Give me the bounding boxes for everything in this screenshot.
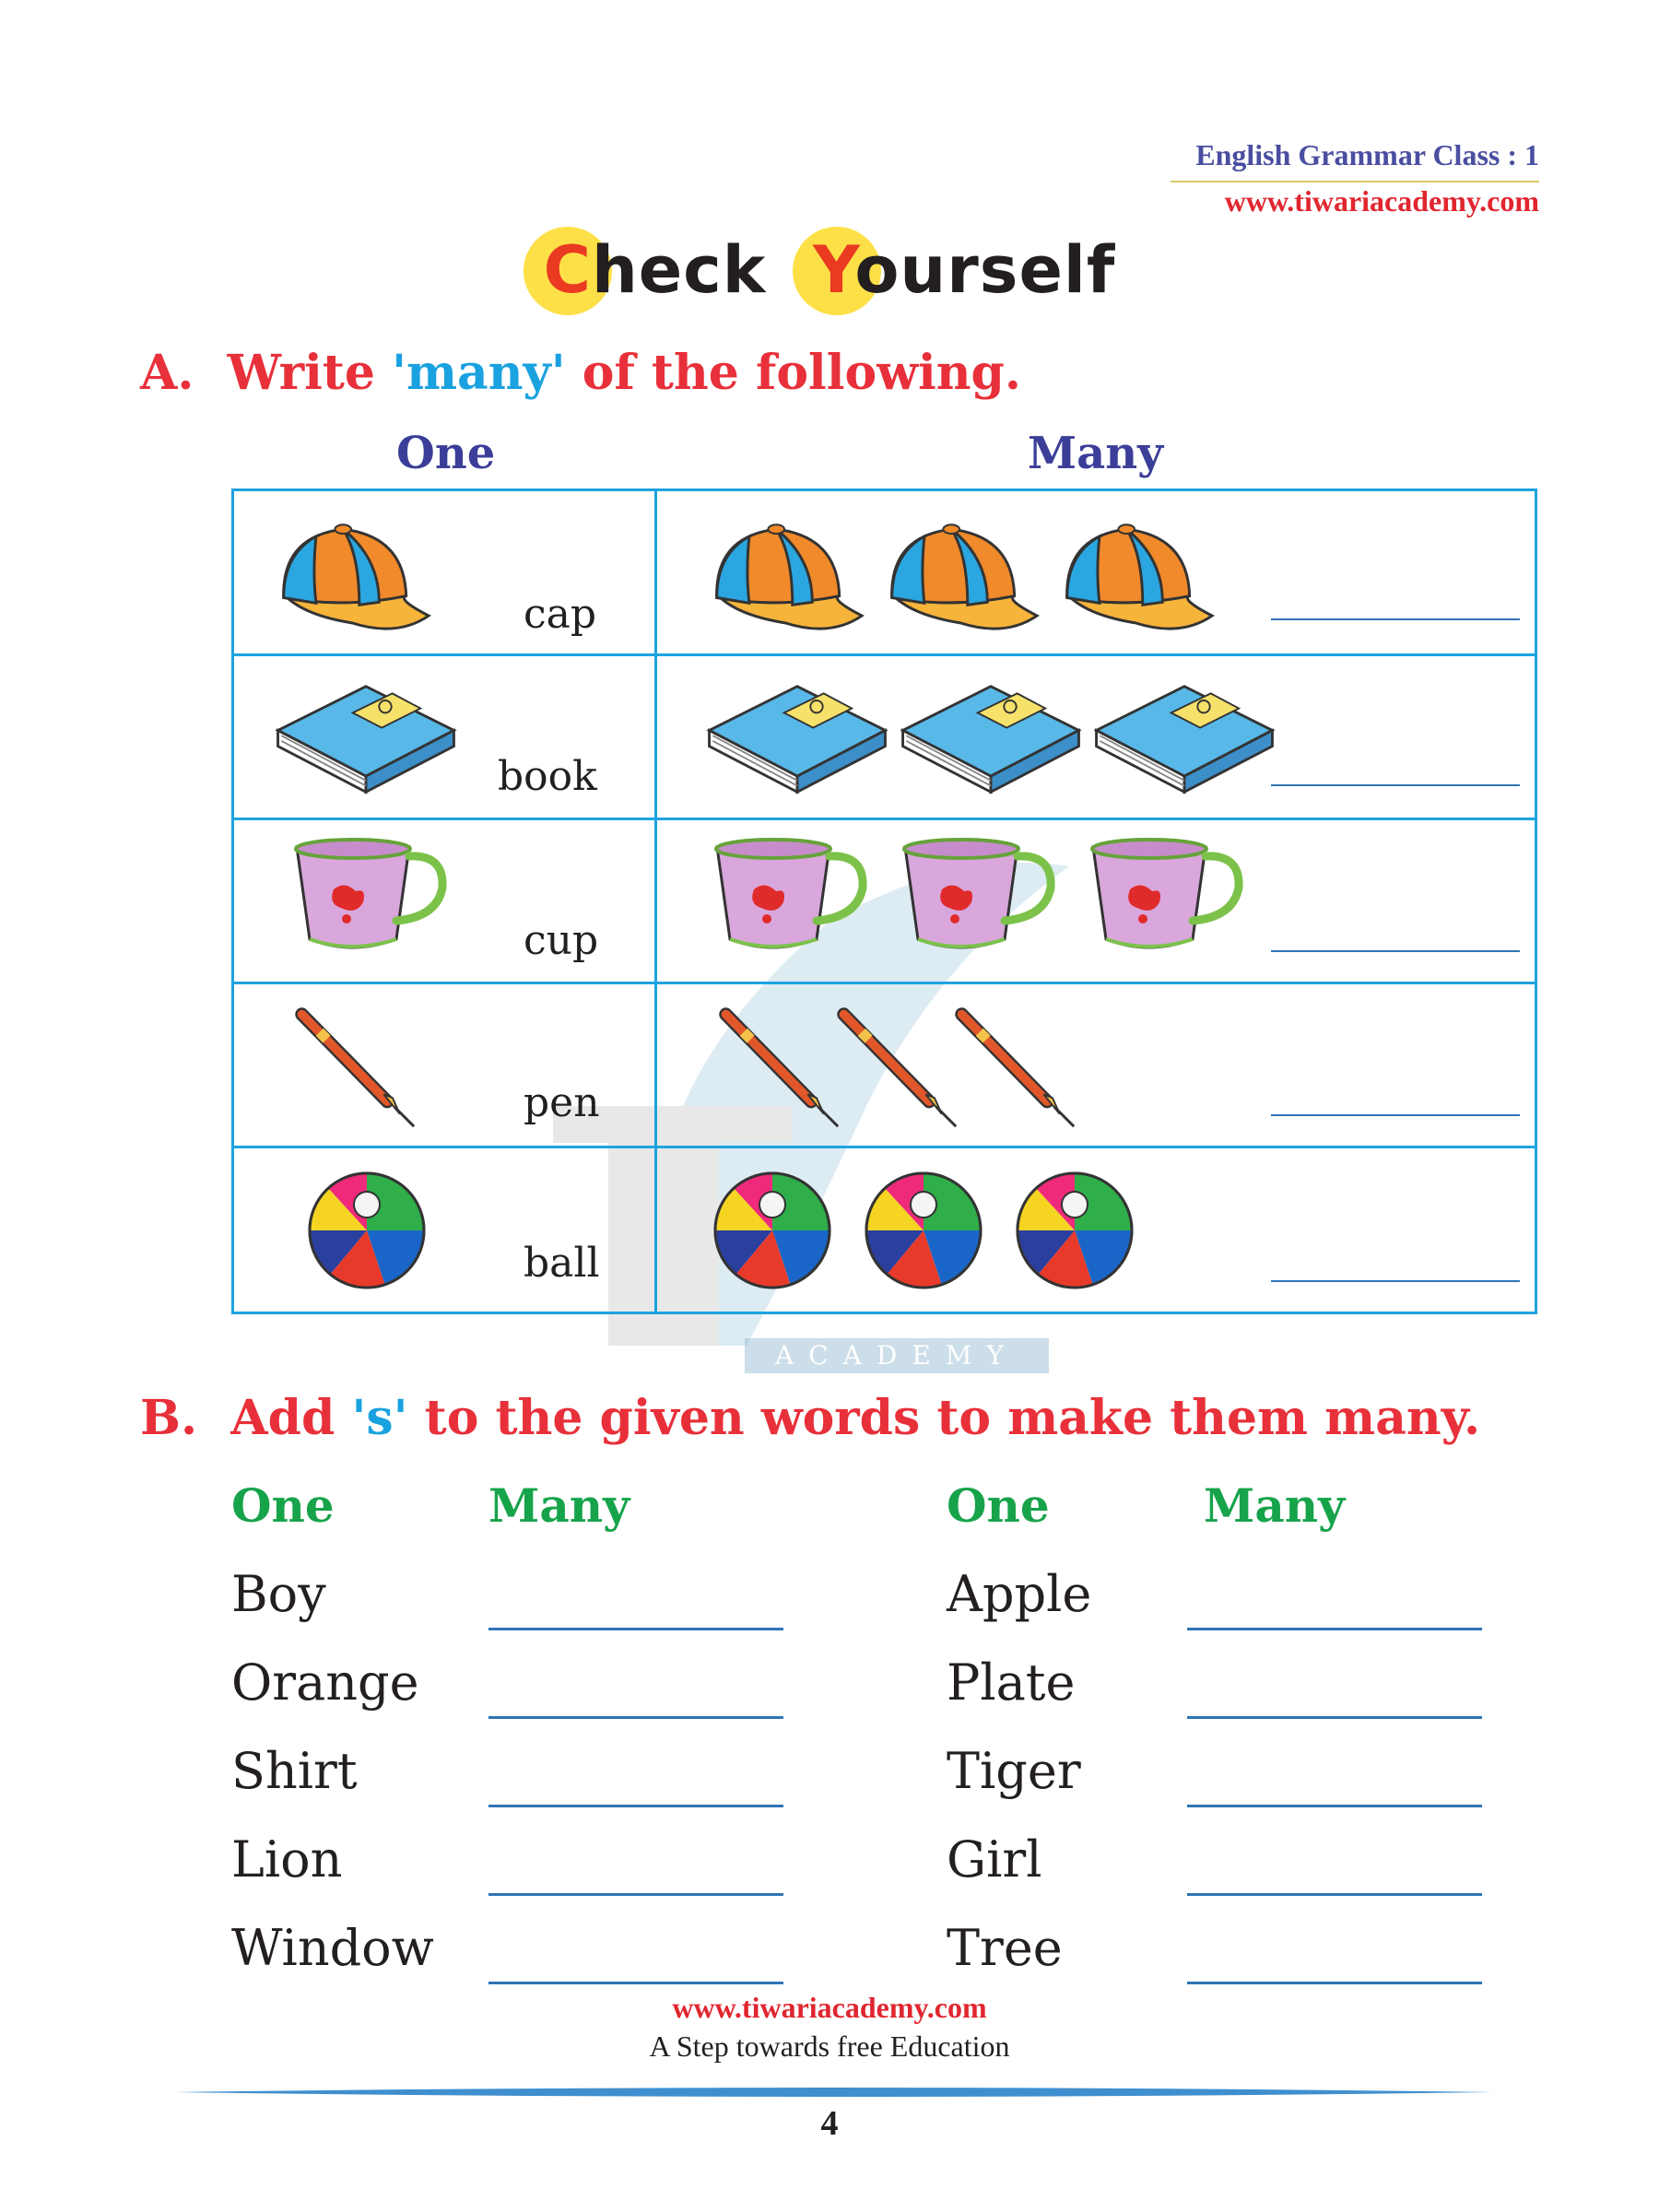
answer-blank[interactable] <box>1187 1628 1482 1630</box>
table-row-divider <box>234 818 1535 820</box>
section-a-heading: A. Write 'many' of the following. <box>140 345 1021 401</box>
answer-blank[interactable] <box>1271 950 1520 952</box>
table-row-divider <box>234 1146 1535 1148</box>
book-title: English Grammar Class : 1 <box>1195 138 1539 171</box>
pen-icon <box>289 1002 418 1131</box>
word-shirt: Shirt <box>231 1742 358 1800</box>
ball-icon <box>1012 1168 1137 1293</box>
ball-icon <box>861 1168 986 1293</box>
pen-icon <box>949 1002 1078 1131</box>
page-number: 4 <box>820 2104 839 2143</box>
title-word-yourself: Yourself <box>813 232 1116 308</box>
word-lion: Lion <box>231 1830 343 1888</box>
book-icon <box>700 676 894 803</box>
footer-website: www.tiwariacademy.com <box>672 1991 987 2024</box>
pen-icon <box>831 1002 960 1131</box>
answer-blank[interactable] <box>1187 1716 1482 1719</box>
row-word-pen: pen <box>524 1079 600 1126</box>
answer-blank[interactable] <box>488 1628 783 1630</box>
book-icon <box>1088 676 1281 803</box>
answer-blank[interactable] <box>488 1805 783 1807</box>
word-plate: Plate <box>947 1653 1076 1712</box>
word-apple: Apple <box>947 1565 1092 1623</box>
row-word-ball: ball <box>524 1240 600 1287</box>
answer-blank[interactable] <box>1187 1982 1482 1984</box>
cap-icon <box>1054 517 1217 637</box>
table-divider <box>654 491 657 1312</box>
header-website: www.tiwariacademy.com <box>1224 184 1539 218</box>
part-b-header-one-right: One <box>947 1478 1050 1533</box>
cup-icon <box>1084 836 1250 965</box>
book-icon <box>269 676 463 803</box>
part-b-header-many-right: Many <box>1204 1478 1346 1533</box>
footer-divider <box>175 2085 1493 2100</box>
cup-icon <box>896 836 1062 965</box>
row-word-cup: cup <box>524 917 599 964</box>
answer-blank[interactable] <box>488 1893 783 1896</box>
part-b-header-one-left: One <box>231 1478 335 1533</box>
table-row-divider <box>234 653 1535 656</box>
answer-blank[interactable] <box>1271 784 1520 786</box>
footer-tagline: A Step towards free Education <box>649 2030 1010 2063</box>
word-tree: Tree <box>947 1919 1063 1977</box>
answer-blank[interactable] <box>1271 1280 1520 1282</box>
section-b-heading: B. Add 's' to the given words to make them many. <box>140 1390 1481 1446</box>
cap-icon <box>879 517 1041 637</box>
title-word-check: Check <box>543 232 767 308</box>
answer-blank[interactable] <box>488 1716 783 1719</box>
watermark-subtitle: ACADEMY <box>745 1338 1049 1373</box>
cup-icon <box>288 836 453 965</box>
word-tiger: Tiger <box>947 1742 1081 1800</box>
word-girl: Girl <box>947 1830 1042 1888</box>
ball-icon <box>304 1168 429 1293</box>
book-icon <box>894 676 1088 803</box>
word-orange: Orange <box>231 1653 419 1712</box>
word-window: Window <box>231 1919 434 1977</box>
answer-blank[interactable] <box>488 1982 783 1984</box>
ball-icon <box>710 1168 835 1293</box>
row-word-cap: cap <box>524 591 597 638</box>
cup-icon <box>708 836 874 965</box>
header-divider <box>1171 181 1539 182</box>
answer-blank[interactable] <box>1187 1805 1482 1807</box>
answer-blank[interactable] <box>1187 1893 1482 1896</box>
table-row-divider <box>234 982 1535 984</box>
part-b-header-many-left: Many <box>488 1478 630 1533</box>
cap-icon <box>271 517 433 637</box>
column-header-many: Many <box>1028 428 1164 479</box>
answer-blank[interactable] <box>1271 618 1520 620</box>
cap-icon <box>704 517 866 637</box>
one-many-table <box>231 488 1537 1314</box>
word-boy: Boy <box>231 1565 326 1623</box>
page-title <box>0 232 1659 334</box>
pen-icon <box>713 1002 842 1131</box>
row-word-book: book <box>498 753 597 800</box>
answer-blank[interactable] <box>1271 1114 1520 1116</box>
column-header-one: One <box>396 428 496 479</box>
